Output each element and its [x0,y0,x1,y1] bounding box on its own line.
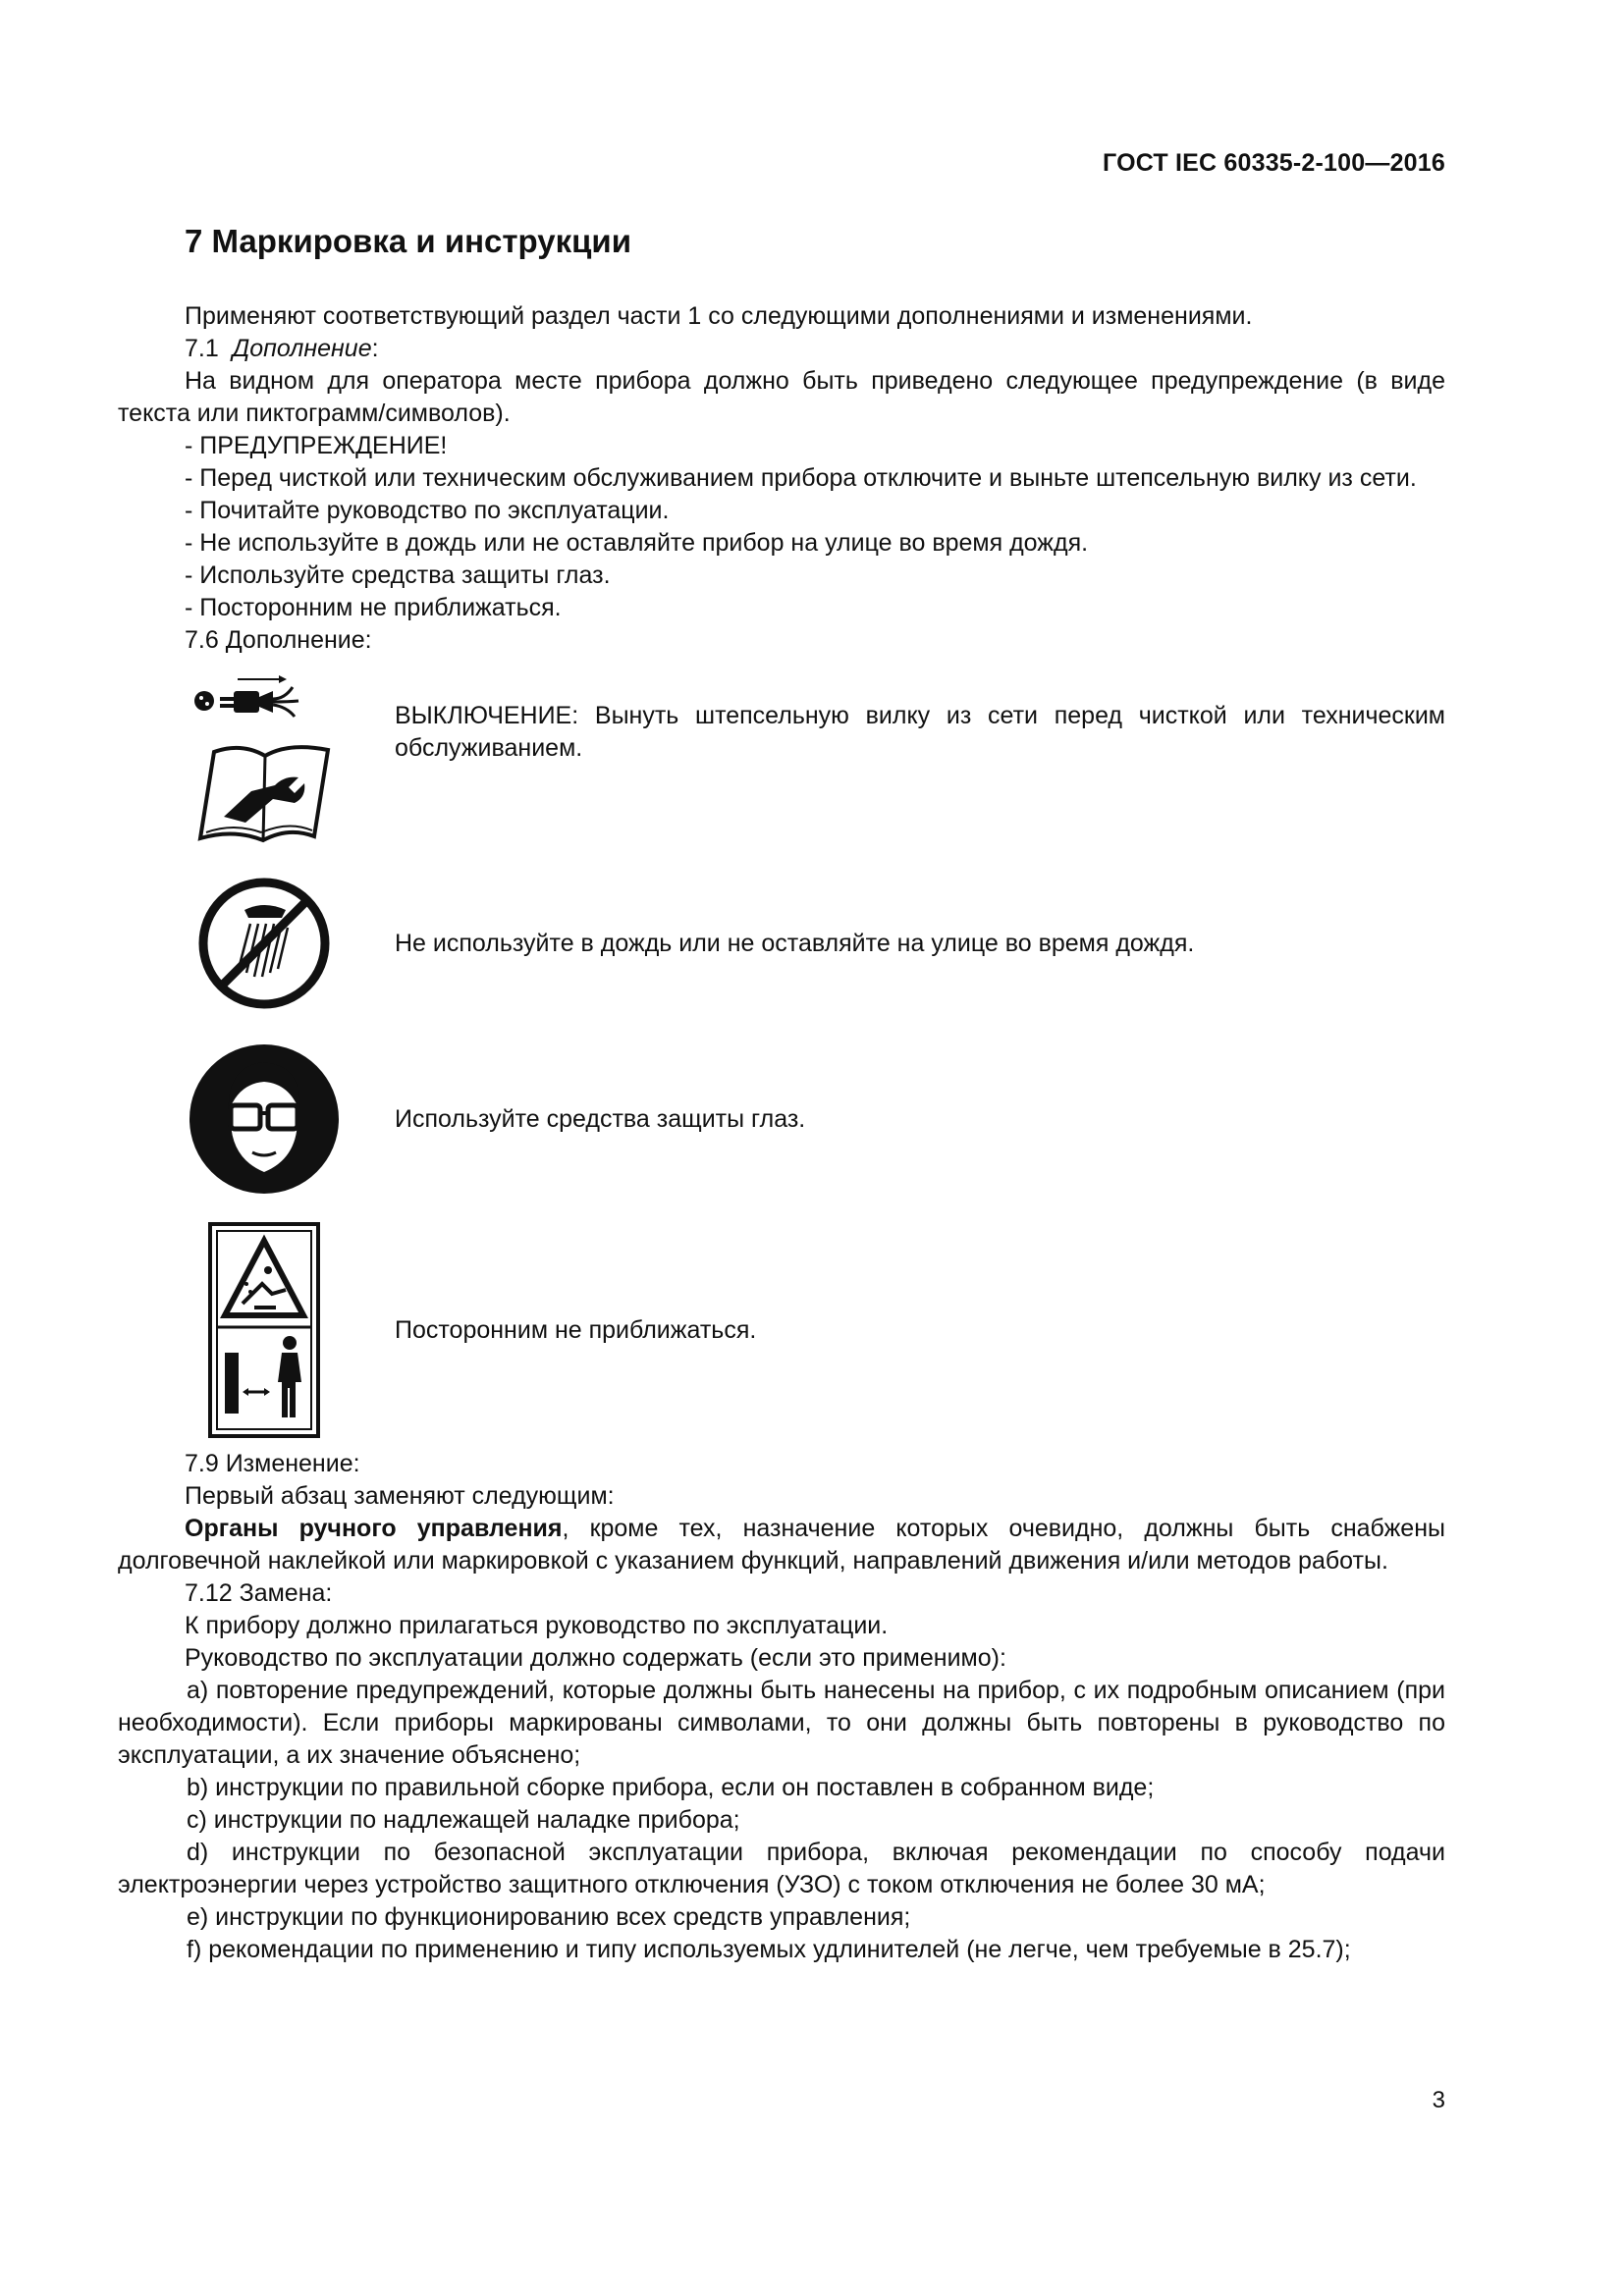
list-item: f) рекомендации по применению и типу используемых удлинителей (не легче, чем требуемые в 25.7); [187,1936,1351,1963]
s79-heading: 7.9 Изменение: [185,1450,360,1477]
symbol-text-eye-protection: Используйте средства защиты глаз. [395,1104,806,1133]
document-header: ГОСТ IEC 60335-2-100—2016 [1103,149,1445,177]
list-item: e) инструкции по функционированию всех средств управления; [187,1903,911,1931]
s71-heading: 7.1 Дополнение: [185,335,379,362]
list-item: b) инструкции по правильной сборке прибора, если он поставлен в собранном виде; [187,1774,1155,1801]
s79-line1: Первый абзац заменяют следующим: [185,1482,615,1510]
warning-item: - Перед чисткой или техническим обслуживанием прибора отключите и выньте штепсельную вилку из сети. [185,464,1417,492]
s712-line1: К прибору должно прилагаться руководство по эксплуатации. [185,1612,889,1639]
s712-line2: Руководство по эксплуатации должно содержать (если это применимо): [185,1644,1006,1672]
list-item: a) повторение предупреждений, которые должны быть нанесены на прибор, с их подробным описанием (при необходимости). Если приборы маркированы символами, то они должны быть повторены в руководство по эксплуатации, а их значение объяснено; [118,1677,1445,1769]
s79-paragraph: Органы ручного управления, кроме тех, назначение которых очевидно, должны быть снабжены долговечной наклейкой или маркировкой с указанием функций, направлений движения и/или методов работы. [118,1515,1445,1575]
s712-heading: 7.12 Замена: [185,1579,333,1607]
symbol-row-no-rain [161,859,1445,1028]
keep-away-icon [161,1221,367,1439]
s76-heading: 7.6 Дополнение: [185,626,372,654]
symbol-text-keep-away: Посторонним не приближаться. [395,1315,757,1344]
symbol-text-unplug: ВЫКЛЮЧЕНИЕ: Вынуть штепсельную вилку из сети перед чисткой или техническим обслуживанием. [395,702,1445,762]
page-number: 3 [1432,2087,1445,2113]
warning-item: - Посторонним не приближаться. [185,594,562,621]
intro-paragraph: Применяют соответствующий раздел части 1 со следующими дополнениями и изменениями. [185,302,1253,330]
unplug-manual-icon [161,673,367,850]
symbol-row-unplug [161,668,1445,855]
page-content [118,220,1445,1966]
list-item: d) инструкции по безопасной эксплуатации прибора, включая рекомендации по способу подачи электроэнергии через устройство защитного отключения (УЗО) с током отключения не более 30 мА; [118,1839,1445,1898]
eye-protection-icon [161,1042,367,1196]
no-rain-icon [161,875,367,1012]
warning-item: - Используйте средства защиты глаз. [185,561,611,589]
s71-text: На видном для оператора месте прибора должно быть приведено следующее предупреждение (в виде текста или пиктограмм/символов). [118,367,1445,427]
warning-item: - ПРЕДУПРЕЖДЕНИЕ! [185,432,448,459]
symbol-row-eye-protection [161,1032,1445,1206]
symbol-text-no-rain: Не используйте в дождь или не оставляйте на улице во время дождя. [395,929,1195,957]
warning-item: - Почитайте руководство по эксплуатации. [185,497,670,524]
list-item: c) инструкции по надлежащей наладке прибора; [187,1806,740,1834]
section-title: 7 Маркировка и инструкции [185,223,632,259]
warning-item: - Не используйте в дождь или не оставляйте прибор на улице во время дождя. [185,529,1089,557]
symbol-row-keep-away [161,1218,1445,1442]
